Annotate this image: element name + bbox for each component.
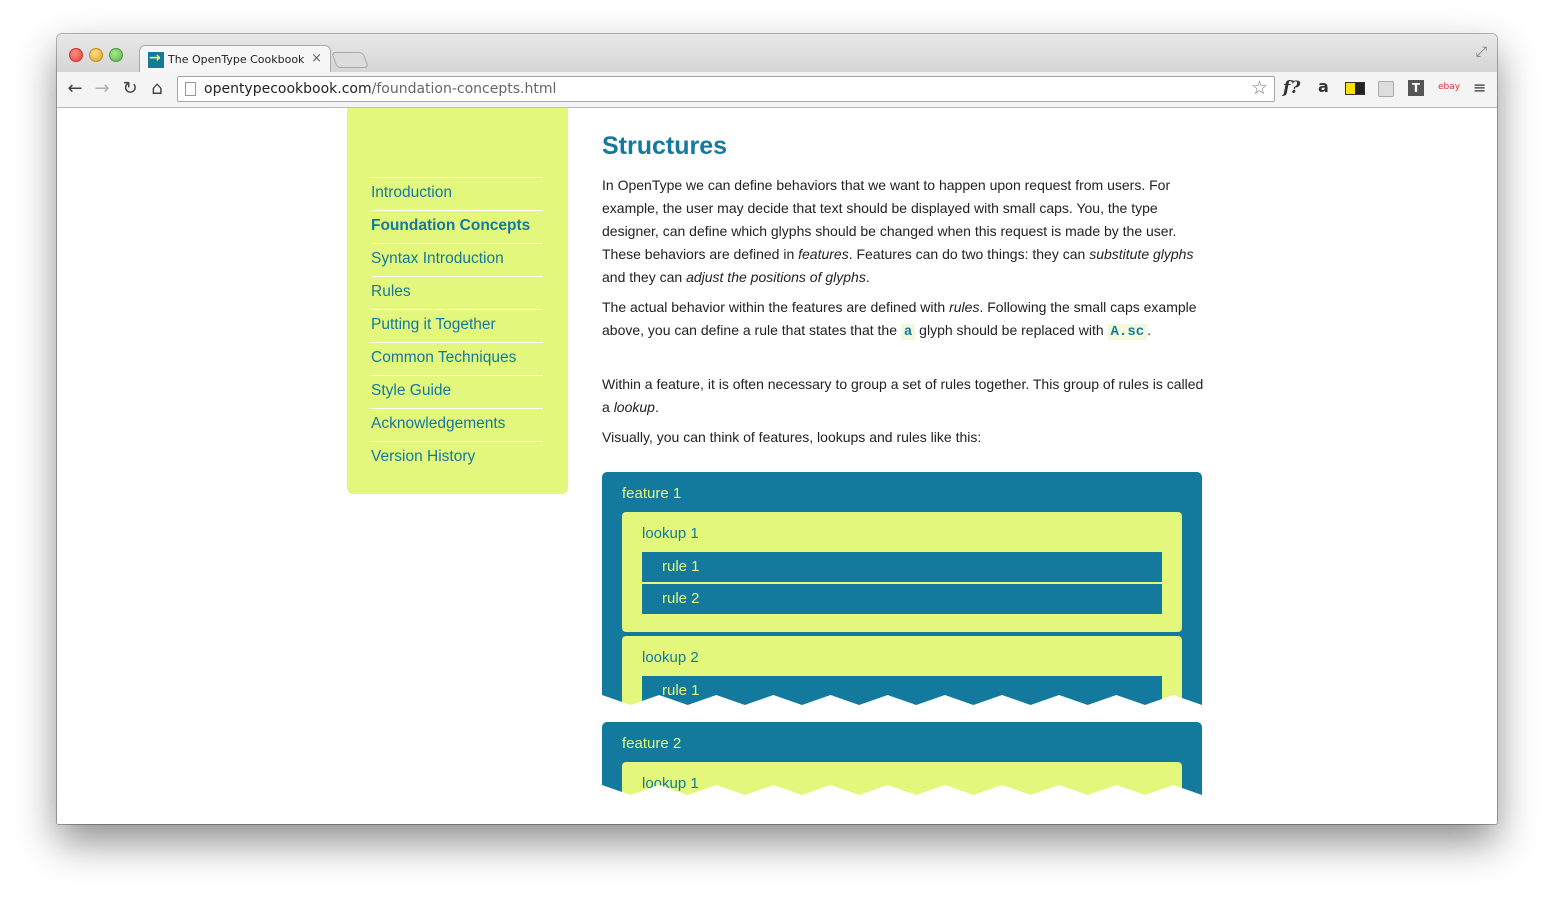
typekit-extension-icon[interactable]: T (1408, 80, 1424, 96)
p2-em-rules: rules (949, 299, 980, 315)
page-content (57, 108, 1497, 824)
forward-icon[interactable]: → (94, 78, 110, 99)
fullscreen-icon[interactable]: ⤢ (1475, 44, 1487, 60)
sidebar-item-introduction[interactable]: Introduction (371, 177, 543, 210)
amazon-extension-icon[interactable]: a (1318, 77, 1329, 96)
torn-edge (602, 695, 1202, 706)
p2-text-a: The actual behavior within the features are defined with (602, 299, 950, 315)
feature-diagram-2 (602, 722, 1202, 796)
feature-label: feature 2 (622, 735, 682, 752)
sidebar-item-style-guide[interactable]: Style Guide (371, 375, 543, 408)
p1-text-e: and they can (602, 269, 687, 285)
paragraph-lookup (602, 373, 1204, 419)
p3-text-c: . (654, 399, 659, 415)
color-extension-icon[interactable] (1345, 82, 1365, 95)
tab-close-icon[interactable]: × (311, 51, 322, 66)
lookup-label: lookup 1 (642, 525, 699, 542)
code-glyph-a: a (901, 324, 915, 340)
feature-diagram-1 (602, 472, 1202, 706)
favicon-icon (148, 52, 164, 68)
p2-text-d: glyph should be replaced with (915, 322, 1108, 338)
sidebar (347, 108, 568, 494)
ebay-extension-icon[interactable]: ebay (1438, 82, 1461, 92)
p3-text-a: Within a feature, it is often necessary to group a set of rules together. This group of rules is called a (602, 376, 1204, 415)
reload-icon[interactable]: ↻ (122, 78, 138, 99)
fontquery-extension-icon[interactable]: f? (1283, 78, 1301, 98)
p3-em-lookup: lookup (613, 399, 655, 415)
p2-text-c: . Following the small caps example above, you can define a rule that states that the (602, 299, 1197, 338)
url-path: /foundation-concepts.html (371, 81, 557, 97)
page-icon (185, 82, 196, 96)
notepad-extension-icon[interactable] (1378, 81, 1394, 97)
url-text[interactable] (204, 81, 556, 97)
lookup-box (622, 512, 1182, 632)
close-window-button[interactable] (69, 48, 83, 62)
rule-box (642, 552, 1162, 582)
zoom-window-button[interactable] (109, 48, 123, 62)
p1-text-a: In OpenType we can define behaviors that we want to happen upon request from users. For example, the user may decide that text should be displayed with small caps. You, the type designer, can define which glyphs should be changed when this request is made by the user. These behaviors are defined in (602, 177, 1177, 262)
sidebar-item-rules[interactable]: Rules (371, 276, 543, 309)
browser-tab[interactable] (139, 45, 331, 74)
sidebar-item-syntax-introduction[interactable]: Syntax Introduction (371, 243, 543, 276)
paragraph-rules (602, 296, 1204, 344)
new-tab-button[interactable] (331, 52, 369, 68)
minimize-window-button[interactable] (89, 48, 103, 62)
tab-title: The OpenType Cookbook (168, 53, 304, 66)
url-host: opentypecookbook.com (204, 81, 372, 97)
back-icon[interactable]: ← (67, 78, 83, 99)
p1-em-substitute: substitute glyphs (1089, 246, 1194, 262)
page-title: Structures (602, 132, 728, 160)
rule-box (642, 584, 1162, 614)
browser-window (57, 34, 1497, 824)
code-glyph-asc: A.sc (1108, 324, 1148, 340)
lookup-label: lookup 1 (642, 775, 699, 792)
p1-text-c: . Features can do two things: they can (848, 246, 1090, 262)
paragraph-features (602, 174, 1204, 289)
paragraph-visual-intro: Visually, you can think of features, lookups and rules like this: (602, 429, 982, 445)
torn-edge (602, 785, 1202, 796)
sidebar-item-version-history[interactable]: Version History (371, 441, 543, 474)
sidebar-nav (371, 177, 543, 474)
menu-icon[interactable]: ≡ (1473, 78, 1487, 97)
feature-label: feature 1 (622, 485, 682, 502)
sidebar-item-acknowledgements[interactable]: Acknowledgements (371, 408, 543, 441)
p1-text-g: . (865, 269, 870, 285)
rule-label: rule 1 (662, 682, 700, 699)
p1-em-adjust: adjust the positions of glyphs (686, 269, 866, 285)
address-bar[interactable] (177, 76, 1275, 102)
tab-bar (57, 34, 1497, 72)
rule-label: rule 2 (662, 590, 700, 607)
browser-toolbar (57, 72, 1497, 108)
sidebar-item-putting-it-together[interactable]: Putting it Together (371, 309, 543, 342)
bookmark-star-icon[interactable]: ☆ (1250, 77, 1268, 99)
sidebar-item-common-techniques[interactable]: Common Techniques (371, 342, 543, 375)
p1-em-features: features (798, 246, 849, 262)
rule-label: rule 1 (662, 558, 700, 575)
lookup-label: lookup 2 (642, 649, 699, 666)
home-icon[interactable]: ⌂ (151, 78, 163, 99)
sidebar-item-foundation-concepts[interactable]: Foundation Concepts (371, 210, 543, 243)
p2-text-e: . (1147, 322, 1152, 338)
